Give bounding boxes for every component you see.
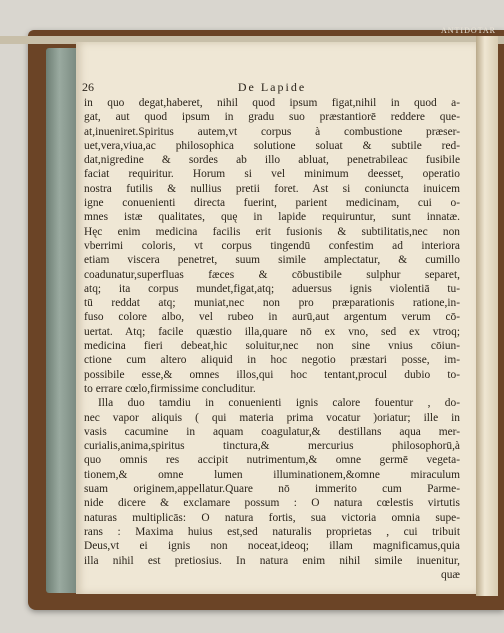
text-line: in quo degat,haberet, nihil quod ipsum figat,nihil in quod a- bbox=[84, 97, 460, 109]
text-line: nide dicere & exclamare possum : O natura cœlestis virtutis bbox=[84, 497, 460, 510]
text-line: Hęc enim medicina facilis erit fusionis & subtilitatis,nec non bbox=[84, 225, 460, 238]
book-gutter bbox=[476, 36, 498, 596]
text-line: coadunatur,superfluas fæces & cōbustibile sulphur separet, bbox=[84, 268, 460, 281]
text-line: to errare cœlo,firmissime concluditur. bbox=[84, 382, 256, 395]
text-line: curialis,anima,spiritus tinctura,& mercurius philosophorū,à bbox=[84, 440, 460, 453]
text-line: vasis cacumine in aquam coagulatur,& destillans aqua mer- bbox=[84, 425, 460, 438]
text-line: illa nihil est pretiosius. In natura enim nihil simile inuenitur, bbox=[84, 554, 460, 567]
text-line: rans : Maxima huius est,sed naturalis proprietas , cui tribuit bbox=[84, 525, 460, 538]
text-line: atq; ita corpus mundet,figat,atq; aduersus ignis violentiā tu- bbox=[84, 282, 460, 295]
text-line: quo omnis res accipit nutrimentum,& omne germē vegeta- bbox=[84, 454, 460, 467]
text-line: nec vapor aliquis ( qui materia prima vocatur )oriatur; ille in bbox=[84, 411, 460, 424]
text-line: Illa duo tamdiu in conuenienti ignis calore fouentur , do- bbox=[98, 397, 460, 410]
background-book-label: ANTIDOTAR bbox=[440, 26, 496, 35]
text-line: Deus,vt ei ignis non noceat,ideoq; illam magnificamus,quia bbox=[84, 540, 460, 553]
text-line: vberrimi coloris, vt corpus tingendū confestim ad interiora bbox=[84, 239, 460, 252]
text-line: igne conuenienti directa fuerint, parient medicinam, cui o- bbox=[84, 197, 460, 210]
text-line: ctione cum altero aliquid in hoc negotio præstari posse, im- bbox=[84, 354, 460, 367]
text-line: tionem,& omne lumen illuminationem,&omne miraculum bbox=[84, 468, 460, 481]
body-text bbox=[84, 96, 460, 582]
running-head: De Lapide bbox=[237, 80, 307, 94]
text-line: gat, aut quod ipsum in gradu suo præstantiorē reddere que- bbox=[84, 111, 460, 124]
text-line: etiam viscera penetret, suum simile amplectatur, & cumillo bbox=[84, 254, 460, 267]
page-number: 26 bbox=[82, 80, 94, 94]
text-line: uet,vera,viua,ac philosophica solutione soluat & subtile red- bbox=[84, 139, 460, 152]
text-line: dat,nigredine & sordes ab illo abluat, penetrabileac fusibile bbox=[84, 154, 460, 167]
text-line: medicina fieri debeat,hic soluitur,nec non sine vnius cōiun- bbox=[84, 340, 460, 353]
text-line: suam originem,appellatur.Quare nō immerito cum Parme- bbox=[84, 483, 460, 496]
text-line: naturas multiplicās: O natura fortis, sua victoria omnia supe- bbox=[84, 511, 460, 524]
text-line: nostra futilis & nullius pretii foret. Ast si coniuncta inuicem bbox=[84, 182, 460, 195]
text-line: mnes istæ qualitates, quę in lapide requiruntur, sunt innatæ. bbox=[84, 211, 460, 224]
page-edge-block bbox=[46, 48, 76, 593]
text-line: possibile esse,& omnes illos,qui hoc tentant,procul dubio to- bbox=[84, 368, 460, 381]
text-line: at,inueniret.Spiritus autem,vt corpus à combustione præser- bbox=[84, 125, 460, 138]
text-line: tū reddat atq; muniat,nec non pro præparationis ratione,in- bbox=[84, 297, 460, 310]
text-line: faciat requiritur. Horum si vel minimum deesset, operatio bbox=[84, 168, 460, 181]
text-line: uertat. Atq; facile quæstio illa,quare nō ex vno, sed ex vtroq; bbox=[84, 325, 460, 338]
page-header bbox=[82, 80, 462, 96]
catchword: quæ bbox=[441, 568, 460, 581]
text-line: fuso colore albo, vel rubeo in aurū,aut argentum verum cō- bbox=[84, 311, 460, 324]
